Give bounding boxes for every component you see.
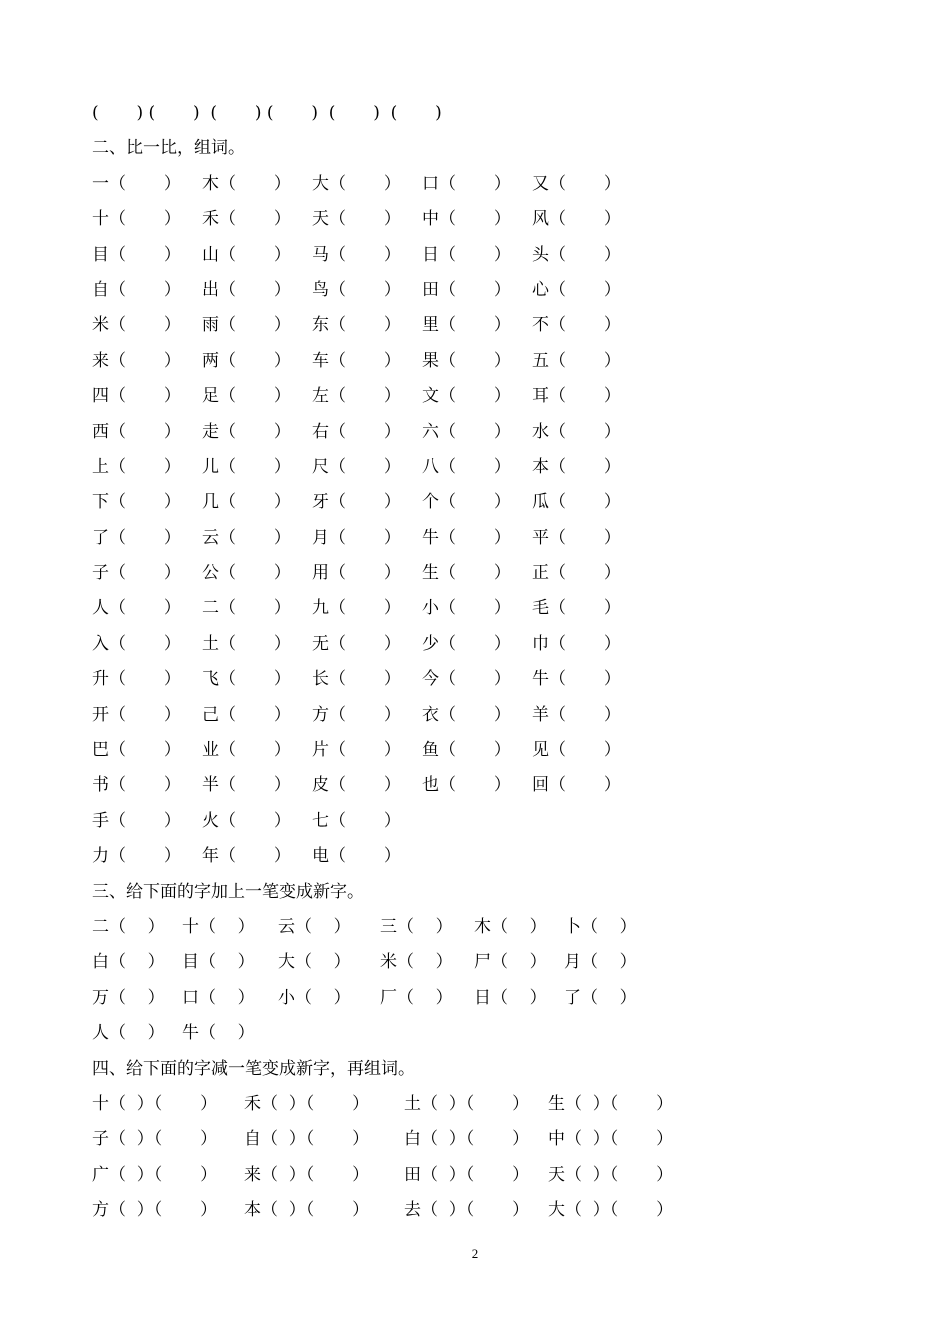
word-cell: 几（ ）	[202, 492, 291, 513]
word-row	[92, 981, 892, 1016]
word-cell: 用（ ）	[312, 563, 401, 584]
word-cell: 不（ ）	[532, 315, 621, 336]
word-cell: 日（ ）	[422, 244, 511, 265]
word-cell: 方（ ）（ ）	[92, 1200, 218, 1221]
word-cell: 两（ ）	[202, 350, 291, 371]
word-row	[92, 450, 892, 485]
word-cell: 了（ ）	[564, 987, 637, 1008]
word-cell: 足（ ）	[202, 386, 291, 407]
word-cell: 米（ ）	[380, 952, 453, 973]
word-cell: 十（ ）	[92, 209, 181, 230]
word-cell: 鸟（ ）	[312, 279, 401, 300]
word-row	[92, 379, 892, 414]
word-cell: 中（ ）	[422, 209, 511, 230]
word-cell: 也（ ）	[422, 775, 511, 796]
word-cell: 下（ ）	[92, 492, 181, 513]
word-cell: 白（ ）（ ）	[404, 1129, 530, 1150]
word-cell: 车（ ）	[312, 350, 401, 371]
word-cell: 四（ ）	[92, 386, 181, 407]
word-row	[92, 839, 892, 874]
word-row	[92, 804, 892, 839]
word-cell: 二（ ）	[202, 598, 291, 619]
word-cell: 了（ ）	[92, 527, 181, 548]
word-cell: 书（ ）	[92, 775, 181, 796]
word-cell: 禾（ ）（ ）	[244, 1093, 370, 1114]
word-cell: 今（ ）	[422, 669, 511, 690]
word-cell: 又（ ）	[532, 173, 621, 194]
word-cell: 西（ ）	[92, 421, 181, 442]
word-cell: 广（ ）（ ）	[92, 1164, 218, 1185]
word-cell: 生（ ）（ ）	[548, 1093, 674, 1114]
word-row	[92, 945, 892, 980]
word-cell: 土（ ）	[202, 633, 291, 654]
word-cell: 尸（ ）	[474, 952, 547, 973]
word-cell: 耳（ ）	[532, 386, 621, 407]
word-row	[92, 485, 892, 520]
word-cell: 生（ ）	[422, 563, 511, 584]
word-cell: 正（ ）	[532, 563, 621, 584]
word-cell: 牛（ ）	[532, 669, 621, 690]
word-row	[92, 556, 892, 591]
word-cell: 十（ ）（ ）	[92, 1093, 218, 1114]
word-cell: 片（ ）	[312, 740, 401, 761]
word-cell: 木（ ）	[202, 173, 291, 194]
word-cell: 大（ ）（ ）	[548, 1200, 674, 1221]
worksheet-page	[92, 96, 892, 1229]
word-cell: 里（ ）	[422, 315, 511, 336]
word-cell: 头（ ）	[532, 244, 621, 265]
word-cell: 见（ ）	[532, 740, 621, 761]
word-cell: 走（ ）	[202, 421, 291, 442]
word-row	[92, 308, 892, 343]
word-cell: 人（ ）	[92, 1023, 165, 1044]
word-cell: 飞（ ）	[202, 669, 291, 690]
word-cell: 毛（ ）	[532, 598, 621, 619]
word-row	[92, 273, 892, 308]
word-cell: 八（ ）	[422, 456, 511, 477]
word-cell: 中（ ）（ ）	[548, 1129, 674, 1150]
word-cell: 口（ ）	[182, 987, 255, 1008]
word-cell: 云（ ）	[278, 916, 351, 937]
word-cell: 火（ ）	[202, 810, 291, 831]
word-row	[92, 415, 892, 450]
word-cell: 五（ ）	[532, 350, 621, 371]
word-cell: 人（ ）	[92, 598, 181, 619]
word-cell: 雨（ ）	[202, 315, 291, 336]
word-cell: 年（ ）	[202, 846, 291, 867]
word-cell: 少（ ）	[422, 633, 511, 654]
page-number: 2	[471, 1246, 479, 1261]
word-cell: 平（ ）	[532, 527, 621, 548]
word-cell: 本（ ）	[532, 456, 621, 477]
word-cell: 一（ ）	[92, 173, 181, 194]
word-cell: 月（ ）	[564, 952, 637, 973]
word-row	[92, 1016, 892, 1051]
word-cell: 出（ ）	[202, 279, 291, 300]
word-cell: 升（ ）	[92, 669, 181, 690]
word-cell: 土（ ）（ ）	[404, 1093, 530, 1114]
word-cell: 心（ ）	[532, 279, 621, 300]
section2-title: 二、比一比，组词。	[92, 138, 245, 159]
word-cell: 马（ ）	[312, 244, 401, 265]
word-cell: 业（ ）	[202, 740, 291, 761]
word-cell: 大（ ）	[312, 173, 401, 194]
word-cell: 尺（ ）	[312, 456, 401, 477]
word-row	[92, 768, 892, 803]
word-cell: 东（ ）	[312, 315, 401, 336]
word-cell: 个（ ）	[422, 492, 511, 513]
word-cell: 子（ ）	[92, 563, 181, 584]
word-cell: 天（ ）	[312, 209, 401, 230]
word-cell: 牙（ ）	[312, 492, 401, 513]
word-cell: 儿（ ）	[202, 456, 291, 477]
word-cell: 米（ ）	[92, 315, 181, 336]
word-cell: 果（ ）	[422, 350, 511, 371]
word-cell: 瓜（ ）	[532, 492, 621, 513]
word-cell: 公（ ）	[202, 563, 291, 584]
word-row	[92, 1087, 892, 1122]
word-cell: 云（ ）	[202, 527, 291, 548]
word-cell: 羊（ ）	[532, 704, 621, 725]
word-row	[92, 733, 892, 768]
section4-title: 四、给下面的字减一笔变成新字，再组词。	[92, 1058, 415, 1079]
word-row	[92, 591, 892, 626]
word-cell: 自（ ）（ ）	[244, 1129, 370, 1150]
word-cell: 手（ ）	[92, 810, 181, 831]
word-row	[92, 1122, 892, 1157]
section3-title: 三、给下面的字加上一笔变成新字。	[92, 881, 364, 902]
word-row	[92, 167, 892, 202]
section4-grid	[92, 1087, 892, 1229]
word-cell: 水（ ）	[532, 421, 621, 442]
word-cell: 六（ ）	[422, 421, 511, 442]
word-cell: 牛（ ）	[422, 527, 511, 548]
word-cell: 小（ ）	[278, 987, 351, 1008]
word-cell: 天（ ）（ ）	[548, 1164, 674, 1185]
word-cell: 月（ ）	[312, 527, 401, 548]
word-cell: 二（ ）	[92, 916, 165, 937]
word-cell: 半（ ）	[202, 775, 291, 796]
word-cell: 目（ ）	[182, 952, 255, 973]
word-row	[92, 627, 892, 662]
word-cell: 来（ ）	[92, 350, 181, 371]
word-cell: 牛（ ）	[182, 1023, 255, 1044]
word-cell: 田（ ）	[422, 279, 511, 300]
word-cell: 本（ ）（ ）	[244, 1200, 370, 1221]
word-cell: 禾（ ）	[202, 209, 291, 230]
word-row	[92, 910, 892, 945]
word-cell: 小（ ）	[422, 598, 511, 619]
word-cell: 风（ ）	[532, 209, 621, 230]
word-cell: 口（ ）	[422, 173, 511, 194]
word-row	[92, 344, 892, 379]
word-cell: 电（ ）	[312, 846, 401, 867]
word-row	[92, 662, 892, 697]
word-cell: 力（ ）	[92, 846, 181, 867]
word-row	[92, 698, 892, 733]
word-cell: 子（ ）（ ）	[92, 1129, 218, 1150]
word-cell: 自（ ）	[92, 279, 181, 300]
word-cell: 大（ ）	[278, 952, 351, 973]
word-cell: 鱼（ ）	[422, 740, 511, 761]
word-row	[92, 238, 892, 273]
word-cell: 入（ ）	[92, 633, 181, 654]
word-row	[92, 1193, 892, 1228]
word-cell: 巴（ ）	[92, 740, 181, 761]
word-cell: 山（ ）	[202, 244, 291, 265]
word-cell: 去（ ）（ ）	[404, 1200, 530, 1221]
word-cell: 衣（ ）	[422, 704, 511, 725]
word-cell: 七（ ）	[312, 810, 401, 831]
section3-grid	[92, 910, 892, 1052]
word-cell: 上（ ）	[92, 456, 181, 477]
word-row	[92, 1158, 892, 1193]
word-cell: 开（ ）	[92, 704, 181, 725]
word-cell: 卜（ ）	[564, 916, 637, 937]
word-cell: 皮（ ）	[312, 775, 401, 796]
word-row	[92, 521, 892, 556]
word-cell: 厂（ ）	[380, 987, 453, 1008]
word-cell: 九（ ）	[312, 598, 401, 619]
word-cell: 万（ ）	[92, 987, 165, 1008]
word-cell: 左（ ）	[312, 386, 401, 407]
word-cell: 田（ ）（ ）	[404, 1164, 530, 1185]
word-cell: 文（ ）	[422, 386, 511, 407]
word-cell: 三（ ）	[380, 916, 453, 937]
word-cell: 十（ ）	[182, 916, 255, 937]
word-cell: 白（ ）	[92, 952, 165, 973]
word-row	[92, 202, 892, 237]
word-cell: 巾（ ）	[532, 633, 621, 654]
word-cell: 目（ ）	[92, 244, 181, 265]
word-cell: 来（ ）（ ）	[244, 1164, 370, 1185]
word-cell: 方（ ）	[312, 704, 401, 725]
word-cell: 回（ ）	[532, 775, 621, 796]
word-cell: 木（ ）	[474, 916, 547, 937]
section2-grid	[92, 167, 892, 875]
word-cell: 日（ ）	[474, 987, 547, 1008]
word-cell: 无（ ）	[312, 633, 401, 654]
word-cell: 己（ ）	[202, 704, 291, 725]
blank-row: ( ) ( ) ( ) ( ) ( ) ( )	[92, 103, 442, 123]
word-cell: 长（ ）	[312, 669, 401, 690]
word-cell: 右（ ）	[312, 421, 401, 442]
